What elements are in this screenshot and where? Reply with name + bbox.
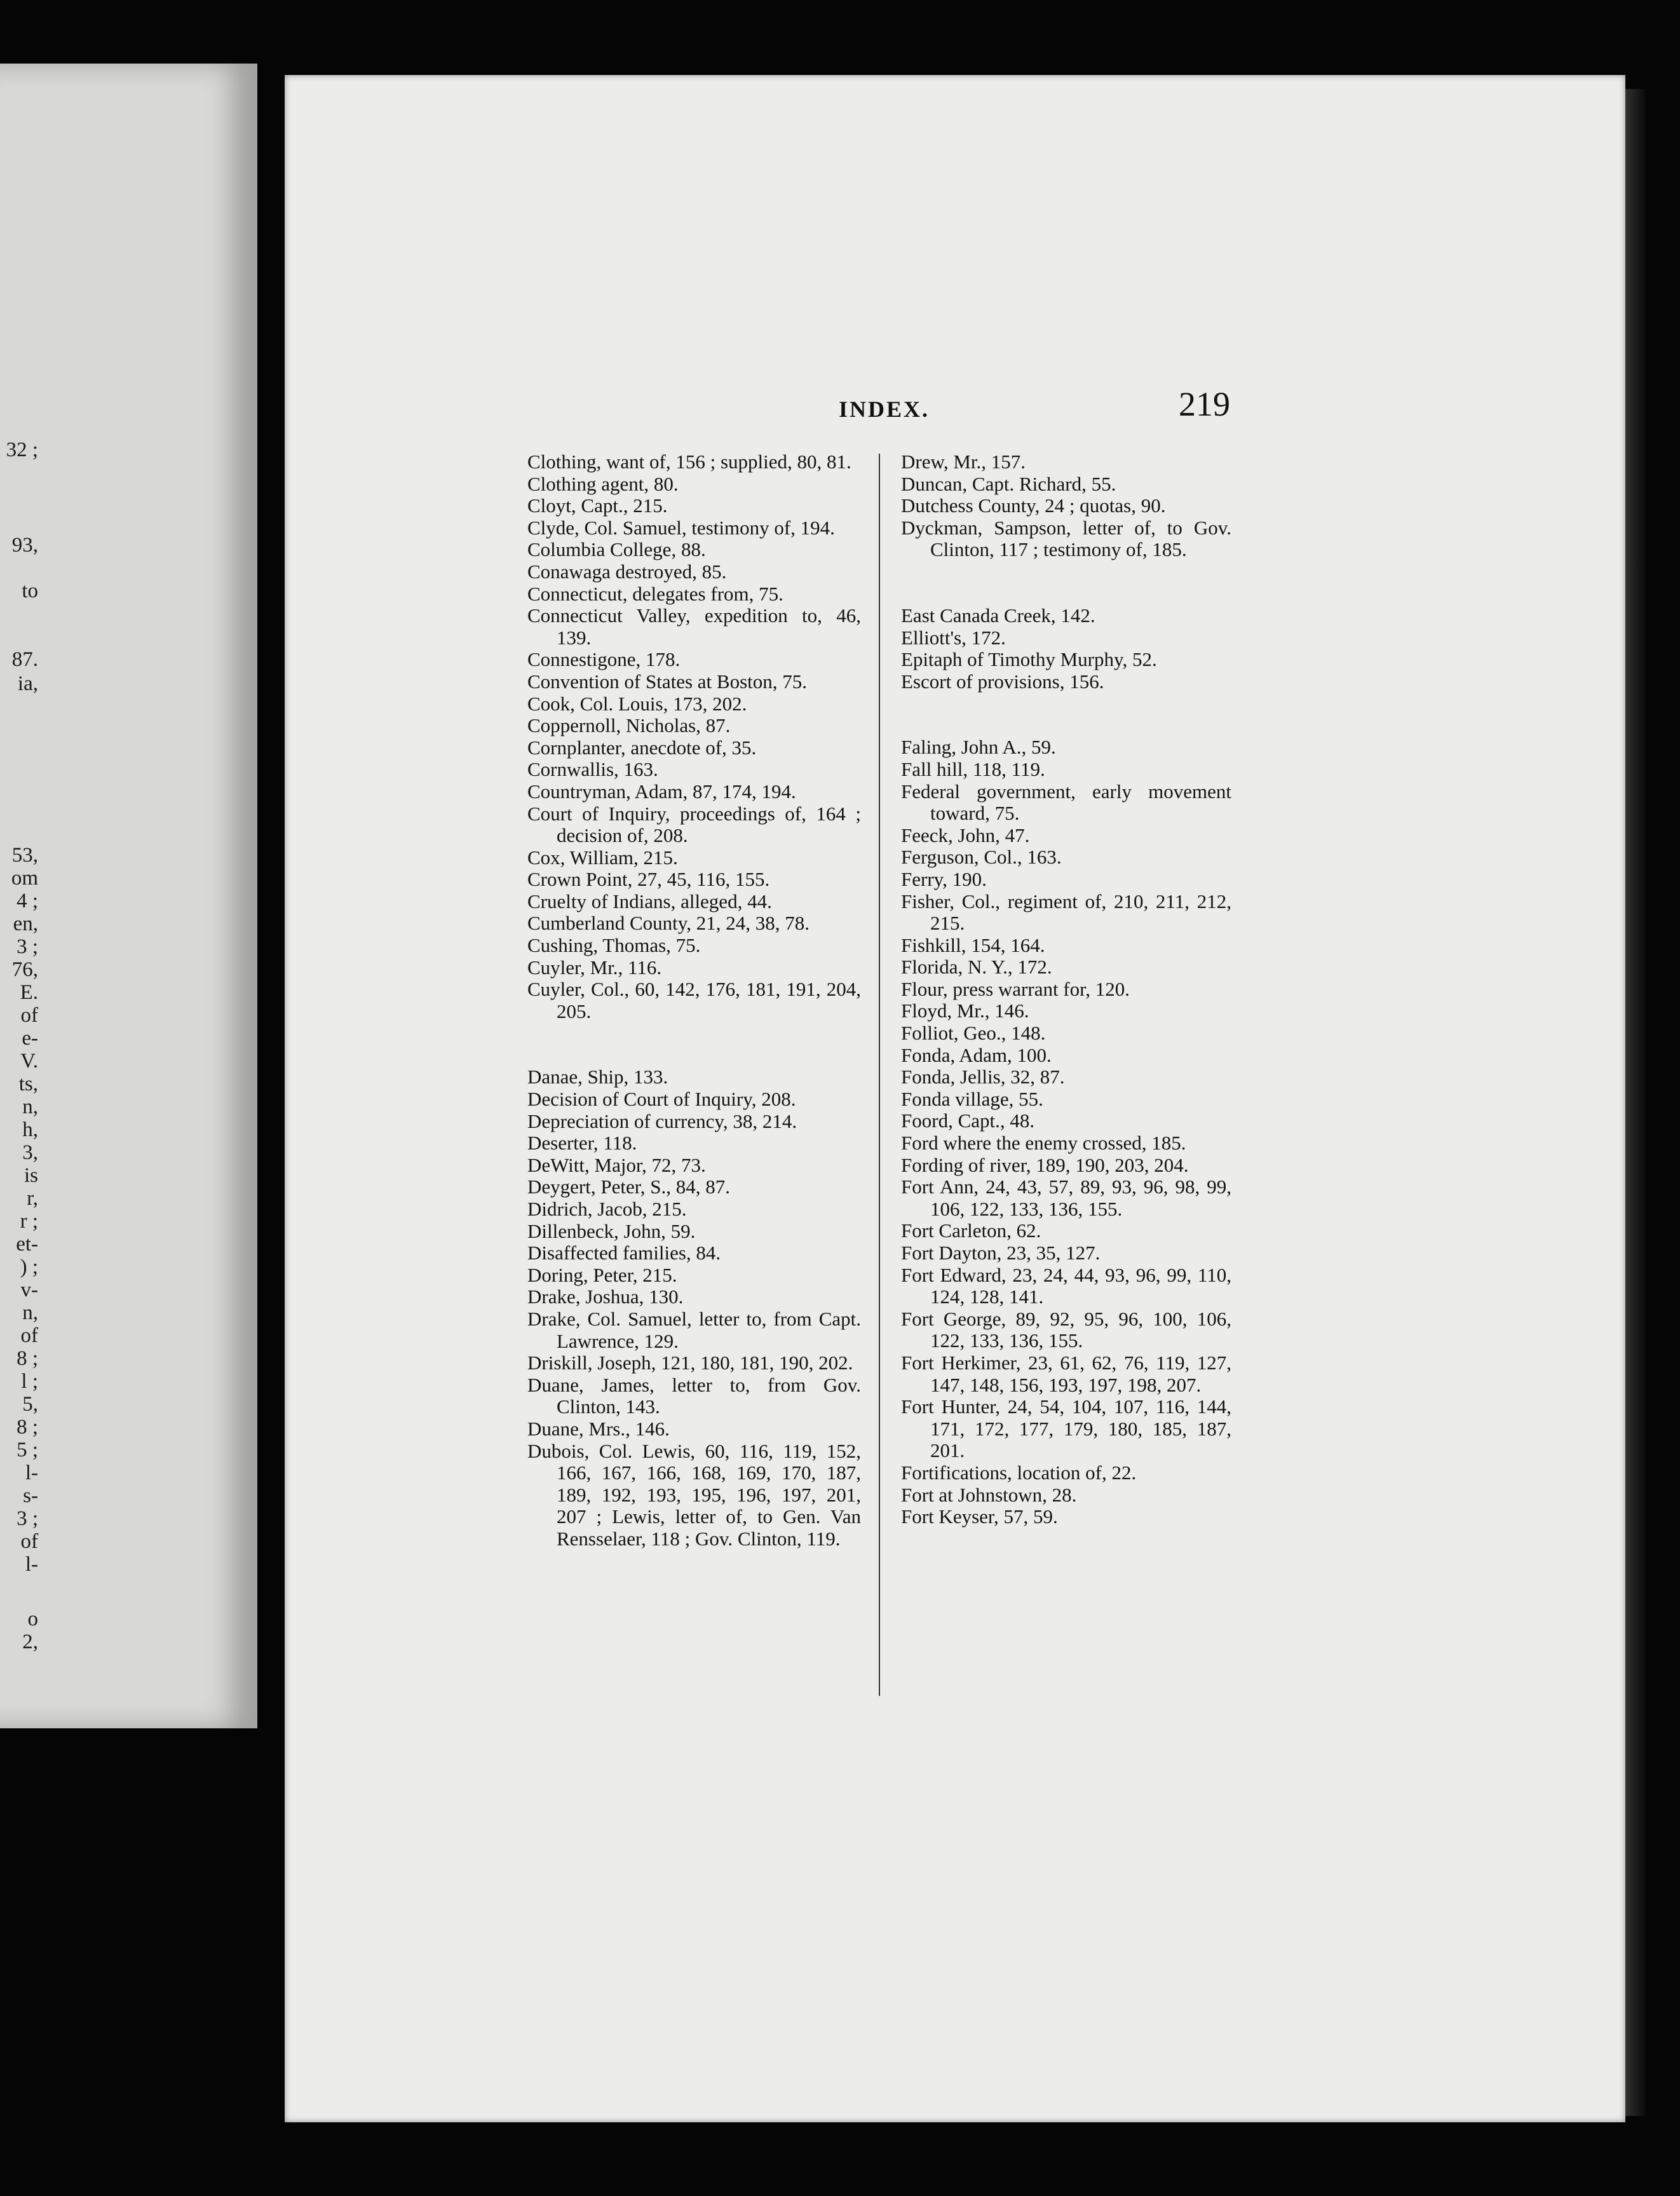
index-entry: Dyckman, Sampson, letter of, to Gov. Clinton, 117 ; testimony of, 185.	[901, 516, 1231, 561]
cut-off-text: E.	[20, 981, 38, 1004]
index-entry: Didrich, Jacob, 215.	[527, 1198, 687, 1220]
index-entry: Coppernoll, Nicholas, 87.	[527, 714, 731, 737]
page-number: 219	[1179, 385, 1230, 423]
index-entry: Fishkill, 154, 164.	[901, 933, 1045, 956]
index-entry: Convention of States at Boston, 75.	[527, 670, 808, 693]
cut-off-text: ia,	[17, 672, 38, 695]
index-entry: Faling, John A., 59.	[901, 736, 1056, 759]
index-entry: Clothing, want of, 156 ; supplied, 80, 81.	[527, 451, 851, 473]
index-entry: Fort Ann, 24, 43, 57, 89, 93, 96, 98, 99, 106, 122, 133, 136, 155.	[901, 1176, 1231, 1220]
index-entry: Fonda, Adam, 100.	[901, 1043, 1052, 1066]
index-entry: Fort at Johnstown, 28.	[901, 1483, 1077, 1506]
index-entry: Countryman, Adam, 87, 174, 194.	[527, 780, 796, 803]
index-entry: Ferry, 190.	[901, 867, 987, 890]
index-entry: Foord, Capt., 48.	[901, 1109, 1035, 1132]
index-entry: Connestigone, 178.	[527, 648, 681, 671]
index-entry: Fortifications, location of, 22.	[901, 1461, 1137, 1484]
index-entry: Cornplanter, anecdote of, 35.	[527, 736, 757, 759]
index-entry: Fort Dayton, 23, 35, 127.	[901, 1242, 1101, 1264]
cut-off-text: is	[24, 1164, 38, 1187]
index-entry: Duncan, Capt. Richard, 55.	[901, 472, 1116, 495]
cut-off-text: r ;	[20, 1210, 38, 1233]
index-entry: Depreciation of currency, 38, 214.	[527, 1109, 797, 1132]
cut-off-text: l-	[25, 1461, 38, 1484]
index-entry: Floyd, Mr., 146.	[901, 1000, 1029, 1022]
index-entry: Cuyler, Mr., 116.	[527, 956, 662, 979]
cut-off-text: om	[11, 867, 38, 890]
column-divider	[879, 454, 880, 1696]
index-entry: Court of Inquiry, proceedings of, 164 ; decision of, 208.	[527, 802, 861, 847]
index-entry: Epitaph of Timothy Murphy, 52.	[901, 648, 1157, 671]
index-entry: Fort Edward, 23, 24, 44, 93, 96, 99, 110, 124, 128, 141.	[901, 1263, 1231, 1308]
cut-off-text: ts,	[18, 1073, 38, 1095]
index-entry: Clothing agent, 80.	[527, 472, 679, 495]
cut-off-text: h,	[22, 1118, 38, 1141]
section-gap	[901, 693, 1231, 736]
index-column-right	[901, 451, 1231, 1528]
cut-off-text: l-	[25, 1553, 38, 1576]
index-entry: Fall hill, 118, 119.	[901, 757, 1045, 780]
index-entry: Disaffected families, 84.	[527, 1242, 721, 1264]
page-edge	[1625, 89, 1646, 2116]
index-entry: Fonda, Jellis, 32, 87.	[901, 1066, 1065, 1088]
index-entry: Doring, Peter, 215.	[527, 1263, 677, 1286]
index-entry: East Canada Creek, 142.	[901, 604, 1095, 627]
cut-off-text: V.	[20, 1050, 38, 1073]
cut-off-text: o	[27, 1608, 38, 1630]
cut-off-text: 8 ;	[17, 1347, 38, 1370]
cut-off-text: ) ;	[20, 1256, 38, 1278]
index-entry: Driskill, Joseph, 121, 180, 181, 190, 202.	[527, 1352, 853, 1374]
index-entry: Cruelty of Indians, alleged, 44.	[527, 890, 772, 912]
index-entry: Fort Hunter, 24, 54, 104, 107, 116, 144, 171, 172, 177, 179, 180, 185, 187, 201.	[901, 1395, 1231, 1462]
index-entry: Dillenbeck, John, 59.	[527, 1219, 696, 1242]
cut-off-text: en,	[13, 912, 38, 935]
cut-off-text: n,	[22, 1095, 38, 1118]
index-entry: Conawaga destroyed, 85.	[527, 560, 727, 583]
index-entry: Cornwallis, 163.	[527, 758, 658, 781]
cut-off-text: 3 ;	[17, 1507, 38, 1530]
index-entry: Decision of Court of Inquiry, 208.	[527, 1088, 796, 1111]
index-entry: Connecticut Valley, expedition to, 46, 139.	[527, 604, 861, 649]
index-entry: Fort George, 89, 92, 95, 96, 100, 106, 122, 133, 136, 155.	[901, 1307, 1231, 1352]
index-column-left	[527, 451, 861, 1550]
section-gap	[901, 561, 1231, 605]
index-entry: Cushing, Thomas, 75.	[527, 934, 701, 957]
index-entry: Deserter, 118.	[527, 1132, 637, 1155]
index-entry: Florida, N. Y., 172.	[901, 956, 1052, 979]
cut-off-text: 4 ;	[17, 890, 38, 912]
index-entry: Fort Keyser, 57, 59.	[901, 1505, 1058, 1528]
cut-off-text: 5,	[22, 1393, 38, 1416]
index-entry: Drake, Joshua, 130.	[527, 1285, 684, 1308]
cut-off-text: e-	[22, 1027, 38, 1050]
index-entry: Dutchess County, 24 ; quotas, 90.	[901, 494, 1166, 517]
cut-off-text: 8 ;	[17, 1416, 38, 1439]
cut-off-text: of	[20, 1004, 38, 1027]
index-entry: Cox, William, 215.	[527, 846, 678, 869]
index-entry: Connecticut, delegates from, 75.	[527, 582, 783, 605]
index-entry: Cumberland County, 21, 24, 38, 78.	[527, 912, 810, 935]
adjacent-page	[0, 64, 257, 1728]
index-entry: Deygert, Peter, S., 84, 87.	[527, 1176, 731, 1198]
cut-off-text: 5 ;	[17, 1439, 38, 1461]
cut-off-text: 93,	[11, 534, 38, 557]
index-entry: Fonda village, 55.	[901, 1087, 1043, 1110]
section-gap	[527, 1022, 861, 1066]
index-entry: Fort Herkimer, 23, 61, 62, 76, 119, 127, 147, 148, 156, 193, 197, 198, 207.	[901, 1351, 1231, 1396]
cut-off-text: 3 ;	[17, 935, 38, 958]
index-entry: Escort of provisions, 156.	[901, 670, 1104, 693]
cut-off-text: of	[20, 1530, 38, 1553]
index-entry: Drake, Col. Samuel, letter to, from Capt. Lawrence, 129.	[527, 1307, 861, 1352]
cut-off-text: 53,	[11, 844, 38, 867]
index-entry: Feeck, John, 47.	[901, 824, 1030, 846]
cut-off-text: r,	[27, 1187, 38, 1210]
cut-off-text: 76,	[11, 958, 38, 981]
index-entry: Danae, Ship, 133.	[527, 1066, 668, 1088]
index-entry: Dubois, Col. Lewis, 60, 116, 119, 152, 166, 167, 166, 168, 169, 170, 187, 189, 192, 193, 195, 196, 197, 201, 207 ; Lewis, letter of, to Gen. Van Rensselaer, 118 ; Gov. Clinton, 119.	[527, 1439, 861, 1550]
index-entry: Folliot, Geo., 148.	[901, 1022, 1046, 1045]
index-entry: Drew, Mr., 157.	[901, 451, 1026, 473]
index-entry: Duane, James, letter to, from Gov. Clinton, 143.	[527, 1373, 861, 1418]
cut-off-text: of	[20, 1324, 38, 1347]
index-entry: Cook, Col. Louis, 173, 202.	[527, 692, 747, 715]
cut-off-text: l ;	[21, 1370, 38, 1393]
cut-off-text: 3,	[22, 1141, 38, 1164]
running-head: INDEX.	[839, 396, 930, 422]
index-entry: Flour, press warrant for, 120.	[901, 977, 1130, 1000]
cut-off-text: n,	[22, 1301, 38, 1324]
index-entry: Fort Carleton, 62.	[901, 1219, 1041, 1242]
index-entry: Duane, Mrs., 146.	[527, 1417, 670, 1440]
cut-off-text: v-	[20, 1278, 38, 1301]
index-entry: Federal government, early movement toward, 75.	[901, 780, 1231, 825]
cut-off-text: 32 ;	[6, 438, 38, 461]
index-entry: Ferguson, Col., 163.	[901, 846, 1062, 869]
index-entry: Cuyler, Col., 60, 142, 176, 181, 191, 204, 205.	[527, 978, 861, 1022]
cut-off-text: 2,	[22, 1630, 38, 1653]
index-entry: DeWitt, Major, 72, 73.	[527, 1153, 706, 1176]
index-entry: Fisher, Col., regiment of, 210, 211, 212, 215.	[901, 890, 1231, 935]
index-entry: Fording of river, 189, 190, 203, 204.	[901, 1153, 1189, 1176]
index-entry: Clyde, Col. Samuel, testimony of, 194.	[527, 516, 835, 539]
index-entry: Columbia College, 88.	[527, 538, 706, 561]
index-entry: Ford where the enemy crossed, 185.	[901, 1132, 1186, 1155]
cut-off-text: 87.	[11, 648, 38, 671]
index-entry: Cloyt, Capt., 215.	[527, 494, 668, 517]
index-entry: Elliott's, 172.	[901, 626, 1006, 649]
cut-off-text: et-	[16, 1233, 38, 1256]
index-entry: Crown Point, 27, 45, 116, 155.	[527, 868, 770, 891]
cut-off-text: to	[22, 580, 38, 602]
cut-off-text: s-	[23, 1484, 38, 1507]
